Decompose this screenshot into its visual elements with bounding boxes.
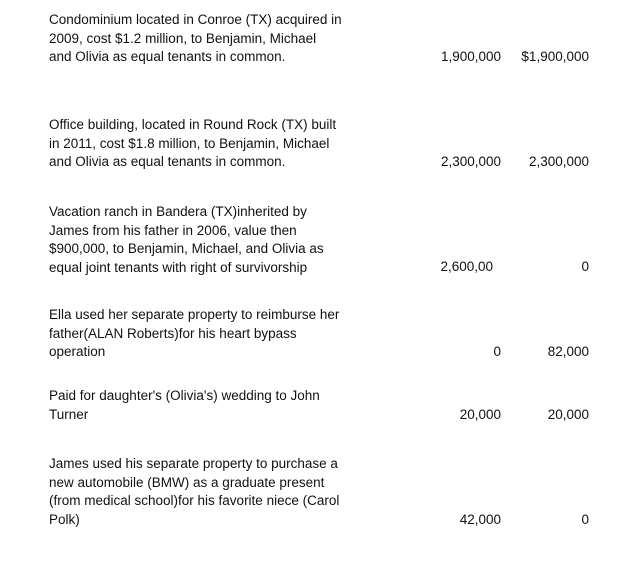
row-value-2: 82,000 [547,344,589,359]
row-value-2: 0 [581,512,589,527]
row-value-1: 1,900,000 [440,49,501,64]
row-description: Office building, located in Round Rock (TX) built in 2011, cost $1.8 million, to Benjamin, Michael and Olivia as equal tenants in common. [49,117,337,169]
row-value-1: 0 [493,344,501,359]
row-description: James used his separate property to purchase a new automobile (BMW) as a graduate present (from medical school)for his favorite niece (Carol Polk) [49,456,340,527]
row-description: Paid for daughter's (Olivia's) wedding to John Turner [49,388,320,422]
row-value-2: $1,900,000 [521,49,589,64]
row-description: Vacation ranch in Bandera (TX)inherited by James from his father in 2006, value then $900,000, to Benjamin, Michael, and Olivia as equal joint tenants with right of survivorship [49,204,324,275]
row-value-1: 2,300,000 [440,154,501,169]
row-value-1: 42,000 [459,512,501,527]
row-value-2: 0 [581,259,589,274]
row-value-2: 20,000 [547,407,589,422]
row-description: Condominium located in Conroe (TX) acquired in 2009, cost $1.2 million, to Benjamin, Michael and Olivia as equal tenants in common. [49,12,342,64]
row-value-2: 2,300,000 [528,154,589,169]
row-value-1: 20,000 [459,407,501,422]
row-value-1: 2,600,00 [440,259,493,274]
row-description: Ella used her separate property to reimburse her father(ALAN Roberts)for his heart bypass operation [49,307,340,359]
